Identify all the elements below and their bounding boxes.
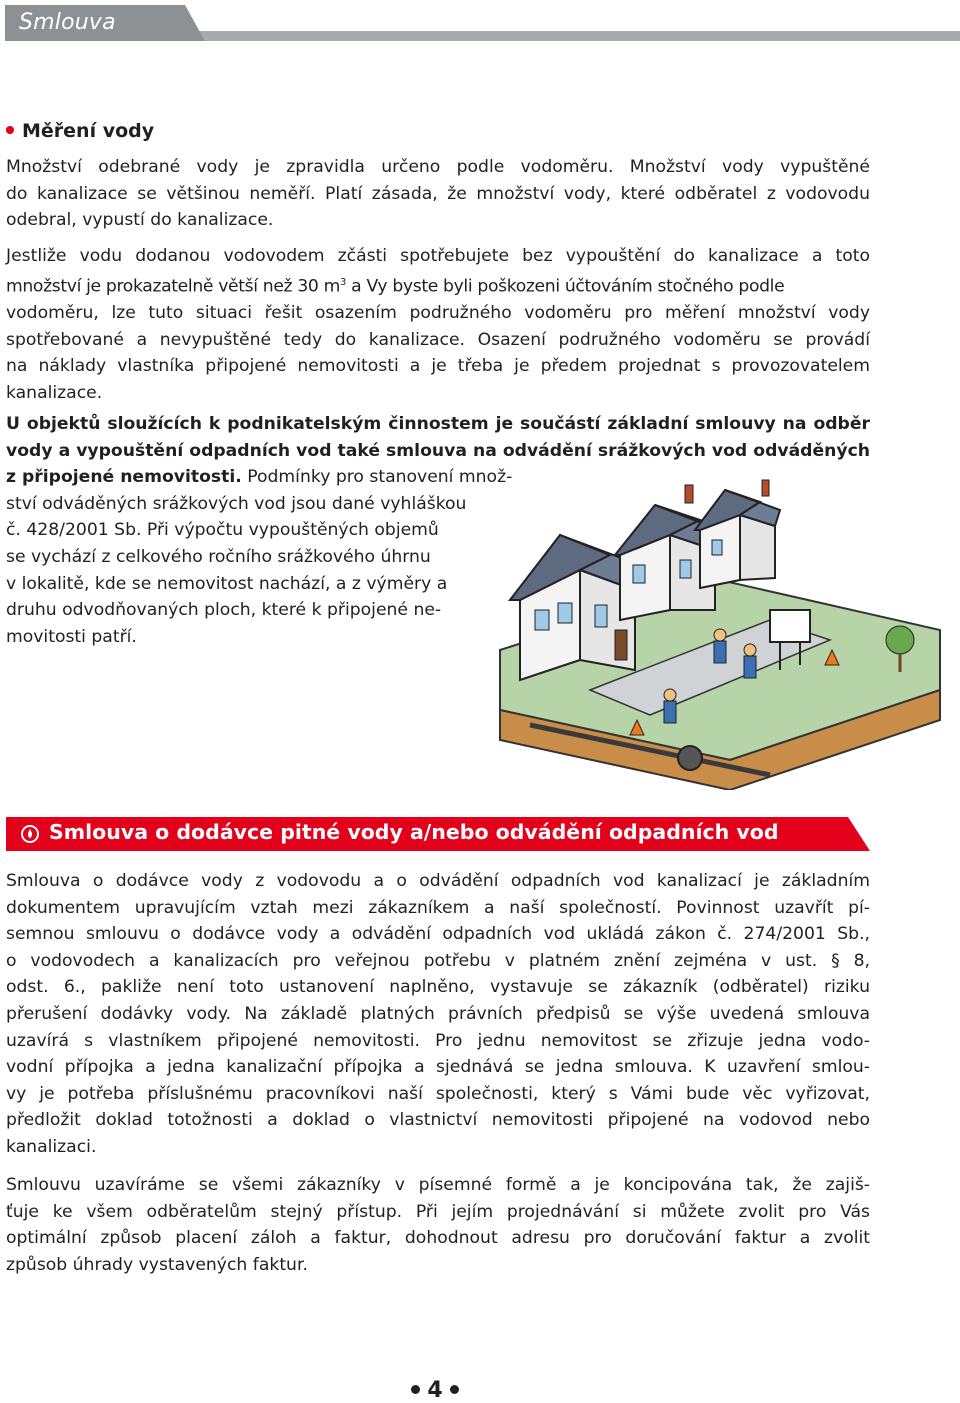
text-line-bold: vody a vypouštění odpadních vod také smlouva na odvádění srážkových vod odváděných	[6, 440, 870, 461]
section-heading-text: Měření vody	[22, 120, 155, 142]
text-line: Množství odebrané vody je zpravidla určeno podle vodoměru. Množství vody vypuštěné	[6, 157, 870, 177]
bullet-icon	[6, 126, 14, 134]
text-line	[6, 270, 870, 300]
banner-title: Smlouva o dodávce pitné vody a/nebo odvádění odpadních vod	[49, 820, 779, 844]
text-line: kanalizaci.	[6, 1136, 97, 1157]
text-line: v lokalitě, kde se nemovitost nachází, a z výměry a	[6, 573, 448, 594]
superscript: 3	[340, 276, 347, 288]
text-line: druhu odvodňovaných ploch, které k připojené ne-	[6, 600, 442, 621]
text-line: vodoměru, lze tuto situaci řešit osazením podružného vodoměru pro měření množství vody	[6, 302, 870, 323]
page-number-dot-left	[411, 1385, 420, 1394]
text-line: movitosti patří.	[6, 626, 137, 647]
text-line: č. 428/2001 Sb. Při výpočtu vypouštěných objemů	[6, 520, 439, 541]
section-banner	[6, 817, 870, 851]
page-number-text: 4	[427, 1378, 443, 1403]
text-line-bold: U objektů sloužících k podnikatelským činnostem je součástí základní smlouvy na odběr	[6, 414, 870, 434]
page-number-dot-right	[450, 1385, 459, 1394]
text-line: předložit doklad totožnosti a doklad o vlastnictví nemovitosti připojené na vodovod nebo	[6, 1110, 870, 1131]
text-line: optimální způsob placení záloh a faktur, dohodnout adresu pro doručování faktur a zvolit	[6, 1228, 870, 1249]
text-line: kanalizace.	[6, 382, 103, 403]
text-line: Jestliže vodu dodanou vodovodem zčásti spotřebujete bez vypouštění do kanalizace a toto	[6, 246, 870, 266]
text-line: odst. 6., pakliže není toto ustanovení naplněno, vystavuje se zákazník (odběratel) riziku	[6, 977, 870, 998]
water-drop-icon	[21, 825, 39, 843]
header-rule	[190, 31, 960, 41]
text-line: na náklady vlastníka připojené nemovitosti a je třeba je předem projednat s provozovatelem	[6, 356, 870, 377]
text-line: uzavírá s vlastníkem připojené nemovitosti. Pro jednu nemovitost se zřizuje jedna vodo-	[6, 1030, 870, 1051]
text-line: ství odváděných srážkových vod jsou dané vyhláškou	[6, 493, 467, 514]
text-line: způsob úhrady vystavených faktur.	[6, 1254, 308, 1275]
page-header	[0, 0, 960, 44]
text-line: semnou smlouvu o dodávce vody a odvádění odpadních vod ukládá zákon č. 274/2001 Sb.,	[6, 924, 870, 945]
text-fragment: a Vy byste byli poškozeni účtováním stočného podle	[346, 276, 785, 297]
text-line: přerušení dodávky vody. Na základě platných právních předpisů se výše uvedená smlouva	[6, 1003, 870, 1024]
section-heading-mereni-vody	[6, 120, 154, 142]
paragraph-mereni-2	[6, 243, 870, 406]
text-line: se vychází z celkového ročního srážkového úhrnu	[6, 546, 431, 567]
text-line: dokumentem upravujícím vztah mezi zákazníkem a naší společností. Povinnost uzavřít pí-	[6, 897, 870, 918]
paragraph-mereni-1	[6, 154, 870, 234]
houses-illustration	[470, 460, 960, 790]
text-line: o vodovodech a kanalizacích pro veřejnou potřebu v platném znění zejména v ust. § 8,	[6, 950, 870, 971]
text-fragment-bold: z připojené nemovitosti.	[6, 467, 242, 488]
text-line: do kanalizace se většinou neměří. Platí zásada, že množství vody, které odběratel z vodovodu	[6, 183, 870, 204]
text-line: spotřebované a nevypuštěné tedy do kanalizace. Osazení podružného vodoměru se provádí	[6, 329, 870, 350]
text-line: odebral, vypustí do kanalizace.	[6, 210, 274, 231]
header-title: Smlouva	[19, 10, 116, 35]
text-fragment: Podmínky pro stanovení množ-	[241, 467, 513, 488]
text-fragment: množství je prokazatelně větší než 30 m	[6, 276, 341, 297]
text-line: Smlouva o dodávce vody z vodovodu a o odvádění odpadních vod kanalizací je základním	[6, 871, 870, 891]
text-line: ťuje ke všem odběratelům stejný přístup. Při jejím projednávání si můžete zvolit pro Vás	[6, 1201, 870, 1222]
paragraph-smlouva-2	[6, 1172, 870, 1278]
page-number	[0, 1378, 870, 1403]
paragraph-smlouva-1	[6, 868, 870, 1161]
text-line: Smlouvu uzavíráme se všemi zákazníky v písemné formě a je koncipována tak, že zajiš-	[6, 1175, 870, 1195]
text-line: vodní přípojka a jedna kanalizační přípojka a sjednává se jedna smlouva. K uzavření smlou-	[6, 1057, 870, 1078]
text-line: vy je potřeba příslušnému pracovníkovi naší společnosti, který s Vámi bude věc vyřizovat,	[6, 1083, 870, 1104]
